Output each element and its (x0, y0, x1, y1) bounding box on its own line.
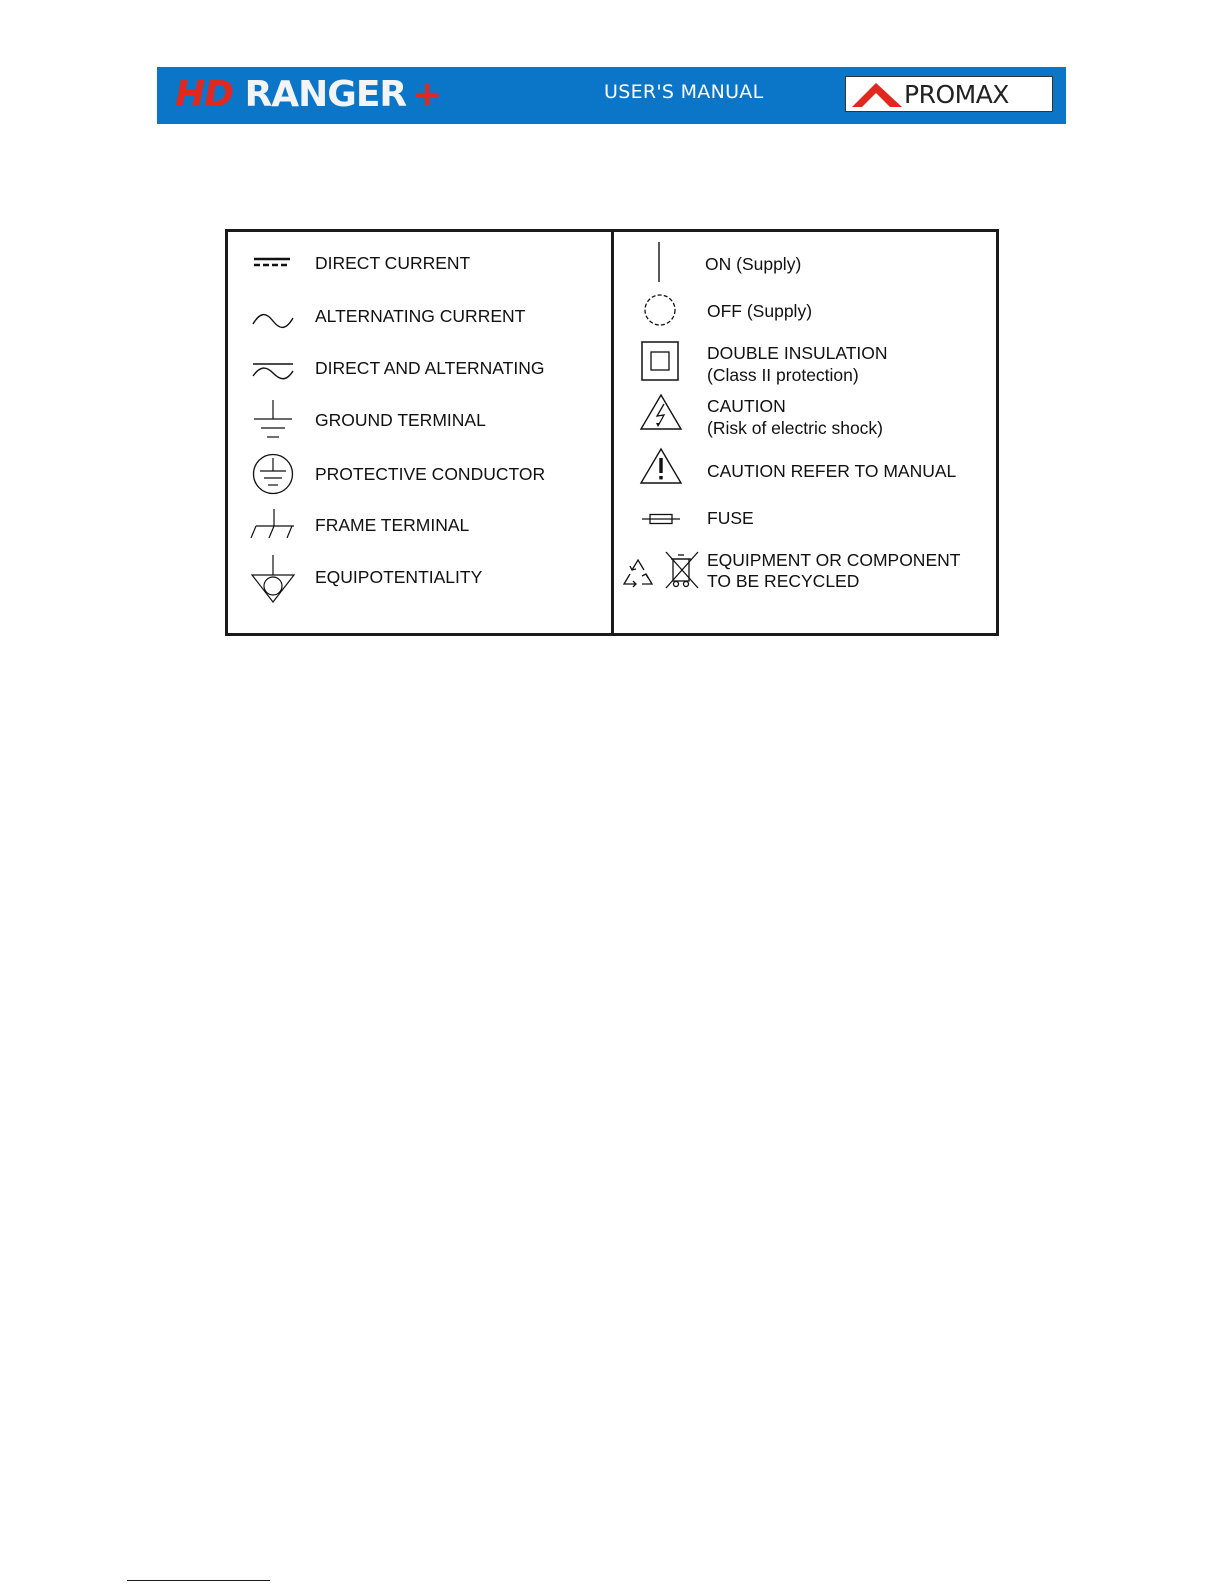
electric-shock-label: CAUTION (707, 396, 786, 416)
brand-plus: + (412, 74, 442, 115)
alternating-current-label: ALTERNATING CURRENT (315, 306, 526, 326)
ground-terminal-icon (252, 399, 294, 441)
column-divider (611, 232, 614, 633)
double-insulation-sublabel: (Class II protection) (707, 365, 859, 385)
protective-conductor-icon (251, 452, 295, 496)
caution-manual-icon (639, 447, 683, 485)
recycle-icon (618, 550, 702, 594)
on-supply-label: ON (Supply) (705, 254, 802, 274)
electric-shock-sublabel: (Risk of electric shock) (707, 418, 884, 438)
double-insulation-label: DOUBLE INSULATION (707, 343, 888, 363)
double-insulation-icon (641, 341, 679, 381)
header-banner (157, 67, 1066, 124)
direct-current-icon (253, 255, 291, 269)
brand-logo (175, 73, 441, 117)
frame-terminal-label: FRAME TERMINAL (315, 515, 470, 535)
fuse-icon (641, 511, 681, 527)
protective-conductor-label: PROTECTIVE CONDUCTOR (315, 464, 546, 484)
fuse-label: FUSE (707, 508, 754, 528)
ground-terminal-label: GROUND TERMINAL (315, 410, 486, 430)
recycle-sublabel: TO BE RECYCLED (707, 571, 860, 591)
brand-ranger: RANGER (244, 74, 407, 115)
direct-current-label: DIRECT CURRENT (315, 253, 471, 273)
off-supply-icon (643, 293, 677, 327)
equipotentiality-icon (250, 554, 296, 604)
safety-symbols-table (225, 229, 999, 636)
frame-terminal-icon (250, 508, 296, 540)
recycle-label: EQUIPMENT OR COMPONENT (707, 550, 961, 570)
on-supply-icon (656, 241, 662, 283)
direct-and-alternating-label: DIRECT AND ALTERNATING (315, 358, 545, 378)
promax-logo-text: PROMAX (904, 80, 1009, 109)
caution-manual-label: CAUTION REFER TO MANUAL (707, 461, 957, 481)
direct-and-alternating-icon (252, 361, 294, 383)
electric-shock-icon (639, 393, 683, 431)
footnote-rule (127, 1580, 270, 1581)
off-supply-label: OFF (Supply) (707, 301, 813, 321)
alternating-current-icon (252, 312, 294, 330)
manual-title: USER'S MANUAL (604, 81, 764, 103)
brand-hd: HD (175, 74, 234, 115)
promax-logo (845, 76, 1053, 112)
equipotentiality-label: EQUIPOTENTIALITY (315, 567, 483, 587)
promax-mountain-icon (850, 81, 904, 109)
